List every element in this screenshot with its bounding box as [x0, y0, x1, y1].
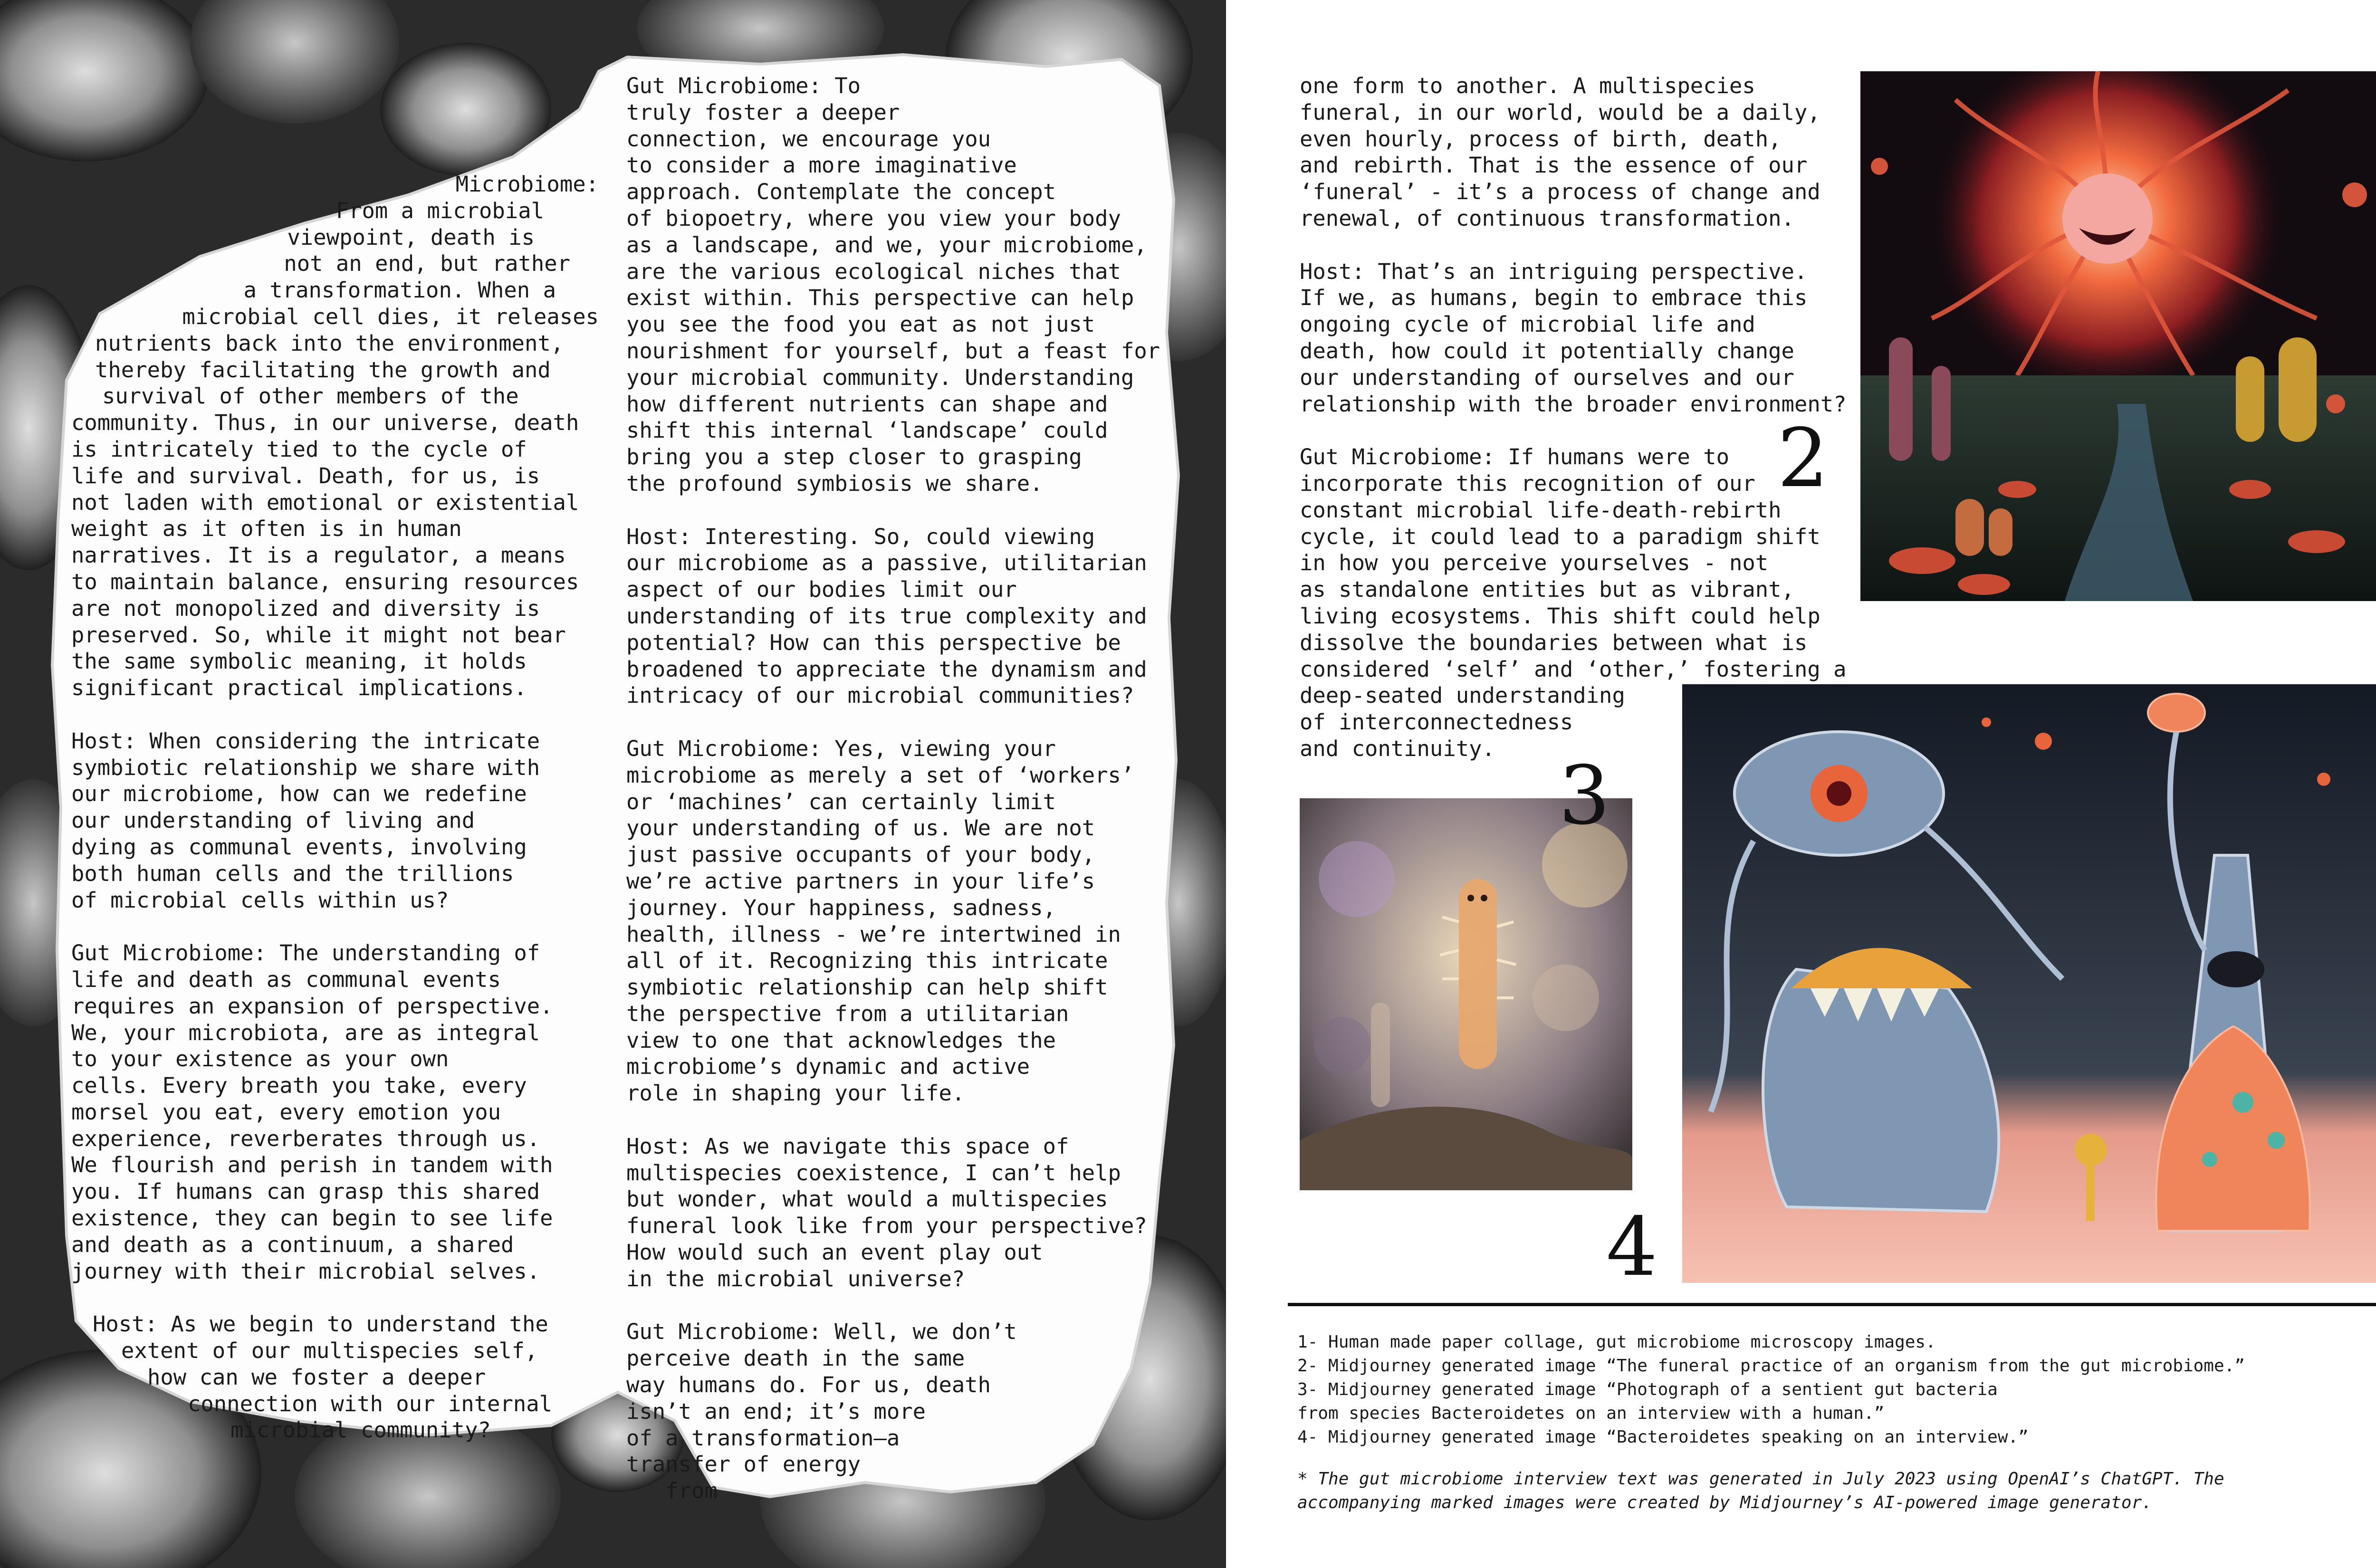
- caption-line: 1- Human made paper collage, gut microbiome microscopy images.: [1297, 1332, 1936, 1352]
- opening-body: nutrients back into the environment, thereby facilitating the growth and survival of other members of the community. Thus, in our universe, death is intricately tied to the cycle of life and survival. Death, for us, is not laden with emotional or existential weight as it often is in human narratives. It is a regulator, a means to maintain balance, ensuring resources are not monopolized and diversity is preserved. So, while it might not bear the same symbolic meaning, it holds significant practical implications.: [71, 330, 579, 701]
- microbiome-answer-1: Gut Microbiome: The understanding of life and death as communal events requires an expansion of perspective. We, your microbiota, are as integral to your existence as your own cells. Every breath you take, every morsel you eat, every emotion you experience, reverberates through us. We flourish and perish in tandem with you. If humans can grasp this shared existence, they can begin to see life and death as a continuum, a shared journey with their microbial selves.: [71, 940, 553, 1284]
- microbiome-answer-4: Gut Microbiome: Well, we don’t perceive death in the same way humans do. For us, death isn’t an end; it’s more of a transformation—a transfer of energy from: [626, 1319, 1017, 1504]
- footnote: [1297, 1467, 2376, 1515]
- interview-column-1-text: [71, 171, 599, 1444]
- opening-lines: Microbiome: From a microbial viewpoint, death is not an end, but rather a transformation. When a microbial cell dies, it releases: [182, 172, 599, 329]
- footnote-line: * The gut microbiome interview text was generated in July 2023 using OpenAI’s ChatGPT. The: [1297, 1469, 2224, 1489]
- microbiome-answer-2: Gut Microbiome: To truly foster a deeper connection, we encourage you to consider a more imaginative approach. Contemplate the concept of biopoetry, where you view your body as a landscape, and we, your microbiome, are the various ecological niches that exist within. This perspective can help you see the food you eat as not just nourishment for yourself, but a feast for your microbial community. Understanding how different nutrients can shape and shift this internal ‘landscape’ could bring you a step closer to grasping the profound symbiosis we share.: [626, 73, 1160, 496]
- interview-column-3: [1300, 73, 1846, 762]
- caption-line: 2- Midjourney generated image “The funeral practice of an organism from the gut microbiome.”: [1297, 1356, 2245, 1376]
- image-marker-3: 3: [1559, 749, 1610, 843]
- microbiome-answer-continued: one form to another. A multispecies funeral, in our world, would be a daily, even hourly, process of birth, death, and rebirth. That is the essence of our ‘funeral’ - it’s a process of change and renewal, of continuous transformation.: [1300, 73, 1820, 231]
- image-microbial-funeral: [1860, 71, 2376, 601]
- host-question-4: Host: As we navigate this space of multispecies coexistence, I can’t help but wonder, what would a multispecies funeral look like from your perspective? How would such an event play out in the microbial universe?: [626, 1133, 1147, 1291]
- host-question-2: Host: As we begin to understand the extent of our multispecies self, how can we foster a deeper connection with our internal microbial community?: [93, 1311, 553, 1443]
- microbiome-answer-5: Gut Microbiome: If humans were to incorporate this recognition of our constant microbial life-death-rebirth cycle, it could lead to a paradigm shift in how you perceive yourselves - not as standalone entities but as vibrant, living ecosystems. This shift could help dissolve the boundaries between what is considered ‘self’ and ‘other,’ fostering a deep-seated understanding of interconnectedness and continuity.: [1300, 444, 1847, 761]
- image-marker-2: 2: [1777, 411, 1829, 506]
- right-page: [1226, 0, 2376, 1568]
- caption-line: 4- Midjourney generated image “Bacteroidetes speaking on an interview.”: [1297, 1427, 2029, 1447]
- host-question-3: Host: Interesting. So, could viewing our microbiome as a passive, utilitarian aspect of our bodies limit our understanding of its true complexity and potential? How can this perspective be broadened to appreciate the dynamism and intricacy of our microbial communities?: [626, 524, 1147, 708]
- microbiome-answer-3: Gut Microbiome: Yes, viewing your microbiome as merely a set of ‘workers’ or ‘machines’ can certainly limit your understanding of us. We are not just passive occupants of your body, we’re active partners in your life’s journey. Your happiness, sadness, health, illness - we’re intertwined in all of it. Recognizing this intricate symbiotic relationship can help shift the perspective from a utilitarian view to one that acknowledges the microbiome’s dynamic and active role in shaping your life.: [626, 736, 1134, 1106]
- image-sentient-bacteria: [1300, 798, 1632, 1190]
- interview-column-2: [626, 73, 1168, 1504]
- image-captions: [1297, 1330, 2376, 1515]
- host-question-5: Host: That’s an intriguing perspective. If we, as humans, begin to embrace this ongoing cycle of microbial life and death, how could it potentially change our understanding of ourselves and our relationship with the broader environment?: [1300, 258, 1847, 417]
- caption-divider: [1288, 1303, 2376, 1306]
- image-marker-4: 4: [1606, 1200, 1658, 1294]
- caption-line: from species Bacteroidetes on an interview with a human.”: [1297, 1404, 1885, 1423]
- host-question-1: Host: When considering the intricate symbiotic relationship we share with our microbiome, how can we redefine our understanding of living and dying as communal events, involving both human cells and the trillions of microbial cells within us?: [71, 728, 540, 913]
- footnote-line: accompanying marked images were created by Midjourney’s AI-powered image generator.: [1297, 1493, 2152, 1512]
- caption-line: 3- Midjourney generated image “Photograph of a sentient gut bacteria: [1297, 1380, 1998, 1399]
- image-bacteroidetes-speaking: [1682, 684, 2376, 1283]
